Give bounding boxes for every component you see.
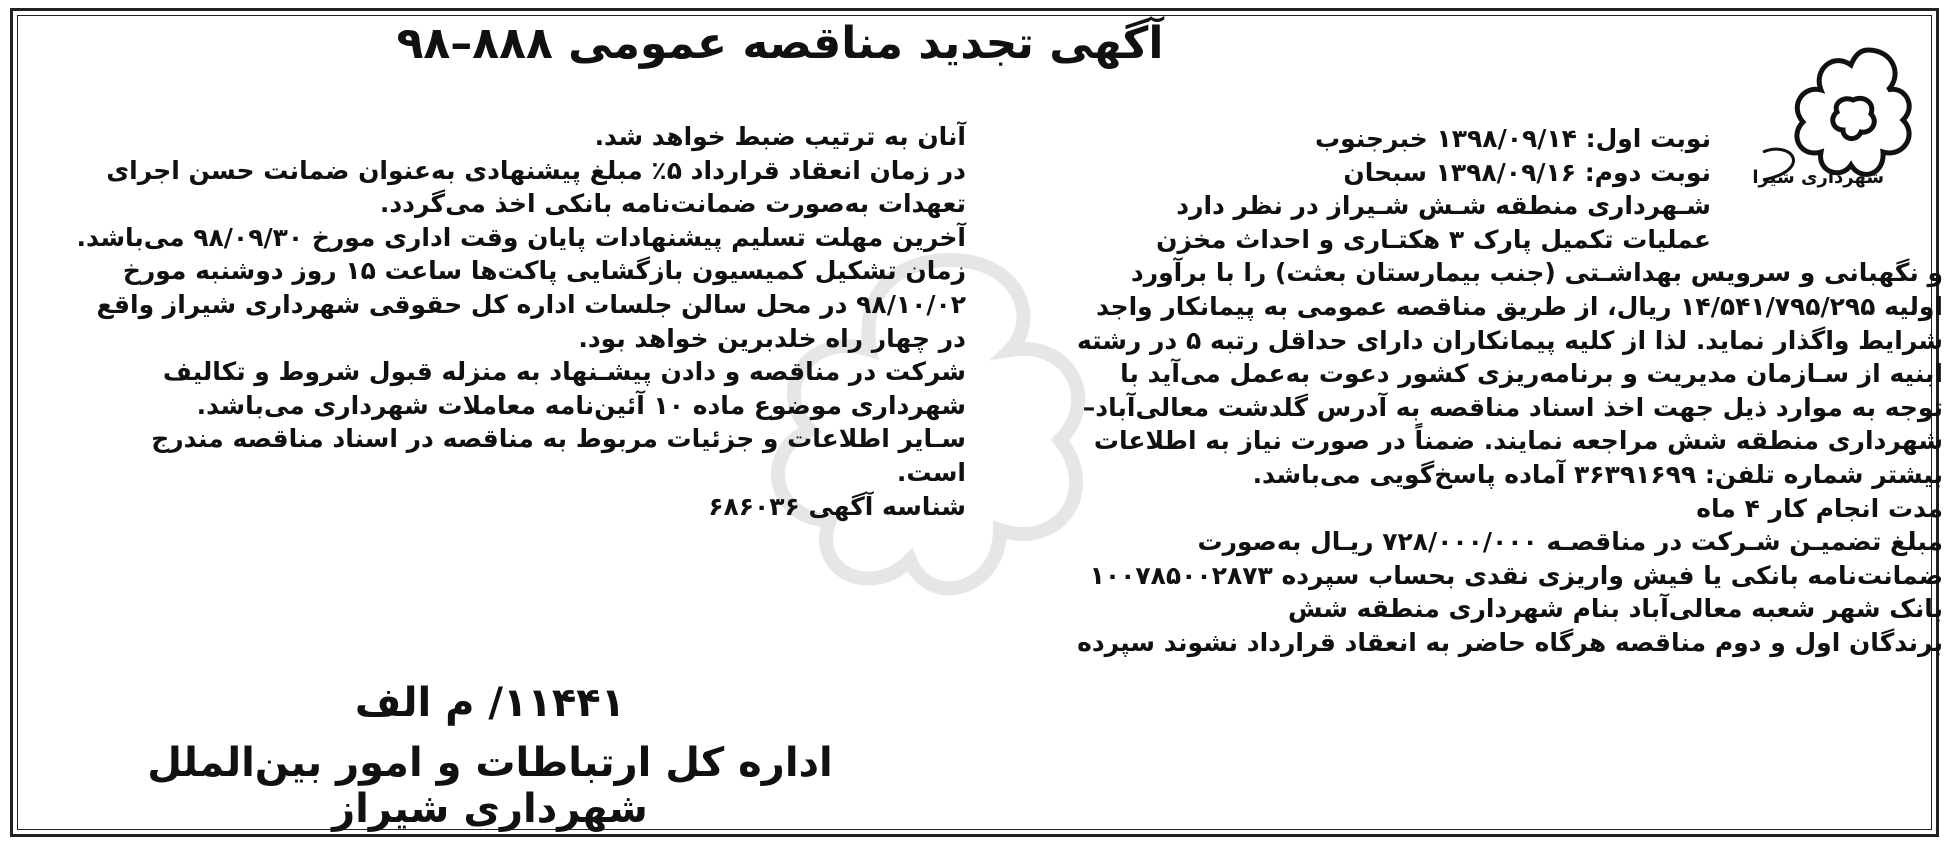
notice-line: نوبت اول: ۱۳۹۸/۰۹/۱۴ خبرجنوب (1315, 124, 1711, 153)
notice-line: آخرین مهلت تسلیم پیشنهادات پایان وقت اداری مورخ ۹۸/۰۹/۳۰ می‌باشد. (76, 222, 966, 252)
notice-line: در چهار راه خلدبرین خواهد بود. (578, 323, 966, 353)
notice-line: است. (896, 457, 966, 487)
notice-line: زمان تشکیل کمیسیون بازگشایی پاکت‌ها ساعت ۱۵ روز دوشنبه مورخ (122, 256, 966, 286)
notice-line: سـایر اطلاعات و جزئیات مربوط به مناقصه در اسناد مناقصه مندرج (151, 424, 966, 454)
notice-line: و نگهبانی و سرویس بهداشـتی (جنب بیمارستان بعثت) را با برآورد (1130, 258, 1943, 288)
flower-logo-icon (1753, 40, 1923, 190)
notice-line: ۹۸/۱۰/۰۲ در محل سالن جلسات اداره کل حقوقی شهرداری شیراز واقع (96, 289, 966, 319)
notice-line: ابنیه از سـازمان مدیریت و برنامه‌ریزی کشور دعوت به‌عمل می‌آید با (1120, 359, 1943, 389)
notice-line: در زمان انعقاد قرارداد ۵٪ مبلغ پیشنهادی به‌عنوان ضمانت حسن اجرای (106, 155, 966, 185)
notice-line: شرکت در مناقصه و دادن پیشـنهاد به منزله قبول شروط و تکالیف (162, 357, 966, 387)
notice-line: شرایط واگذار نماید. لذا از کلیه پیمانکاران دارای حداقل رتبه ۵ در رشته (1076, 325, 1943, 355)
notice-line: تعهدات به‌صورت ضمانت‌نامه بانکی اخذ می‌گردد. (379, 189, 966, 219)
notice-line: عملیات تکمیل پارک ۳ هکتـاری و احداث مخزن (1156, 224, 1711, 254)
signature-organization: اداره کل ارتباطات و امور بین‌الملل شهرداری شیراز (147, 740, 833, 832)
logo-text: شهرداری شیراز (1753, 167, 1885, 188)
notice-line: شهرداری موضوع ماده ۱۰ آئین‌نامه معاملات شهرداری می‌باشد. (196, 390, 966, 420)
signature-code: ۱۱۴۴۱/ م الف (354, 680, 626, 726)
notice-line: اولیه ۱۴/۵۴۱/۷۹۵/۲۹۵ ریال، از طریق مناقصه عمومی به پیمانکار واجد (1096, 291, 1943, 321)
notice-line: مدت انجام کار ۴ ماه (1696, 493, 1943, 523)
ad-id-line: شناسه آگهی ۶۸۶۰۳۶ (708, 491, 966, 521)
notice-left-column (26, 120, 966, 523)
notice-line: برندگان اول و دوم مناقصه هرگاه حاضر به انعقاد قرارداد نشوند سپرده (1077, 627, 1943, 657)
notice-line: بیشتر شماره تلفن: ۳۶۳۹۱۶۹۹ آماده پاسخ‌گویی می‌باشد. (1252, 459, 1943, 489)
notice-line: شهرداری منطقه شش مراجعه نمایند. ضمناً در صورت نیاز به اطلاعات (1093, 426, 1943, 456)
notice-line: شـهرداری منطقه شـش شـیراز در نظر دارد (1176, 191, 1711, 221)
notice-line: ضمانت‌نامه بانکی یا فیش واریزی نقدی بحساب سپرده ۱۰۰۷۸۵۰۰۲۸۷۳ (1089, 560, 1943, 590)
notice-line: آنان به ترتیب ضبط خواهد شد. (594, 122, 966, 151)
notice-line: توجه به موارد ذیل جهت اخذ اسناد مناقصه به آدرس گلدشت معالی‌آباد– (1082, 392, 1943, 422)
notice-title: آگهی تجدید مناقصه عمومی ۸۸۸–۹۸ (396, 18, 1164, 69)
shiraz-municipality-logo (1753, 40, 1923, 190)
notice-line: مبلغ تضمیـن شـرکت در مناقصـه ۷۲۸/۰۰۰/۰۰۰ ریـال به‌صورت (1197, 527, 1943, 557)
notice-line: نوبت دوم: ۱۳۹۸/۰۹/۱۶ سبحان (1343, 157, 1711, 187)
notice-line: بانک شهر شعبه معالی‌آباد بنام شهرداری منطقه شش (1288, 594, 1943, 624)
